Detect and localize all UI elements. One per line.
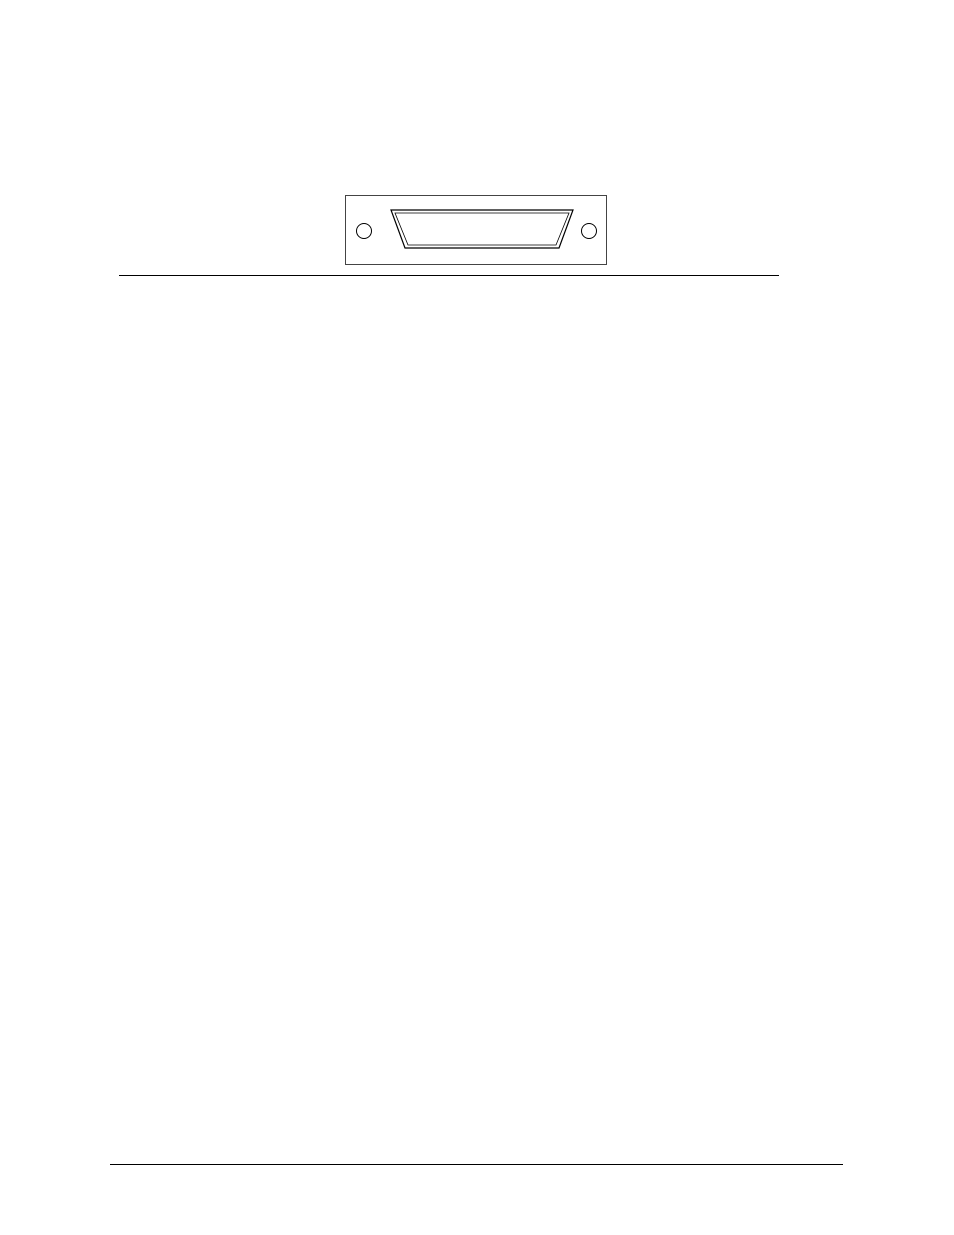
- mounting-hole-right: [581, 223, 597, 239]
- connector-shell-icon: [387, 206, 577, 252]
- table-header-row: [119, 275, 779, 276]
- header-direction: [673, 275, 779, 276]
- header-db25: [119, 275, 210, 276]
- mounting-hole-left: [356, 223, 372, 239]
- pinout-table: [119, 275, 779, 276]
- header-m34: [210, 275, 301, 276]
- header-circuit-name: [301, 275, 673, 276]
- db25-connector-diagram: [345, 195, 607, 265]
- footer-divider: [110, 1164, 843, 1165]
